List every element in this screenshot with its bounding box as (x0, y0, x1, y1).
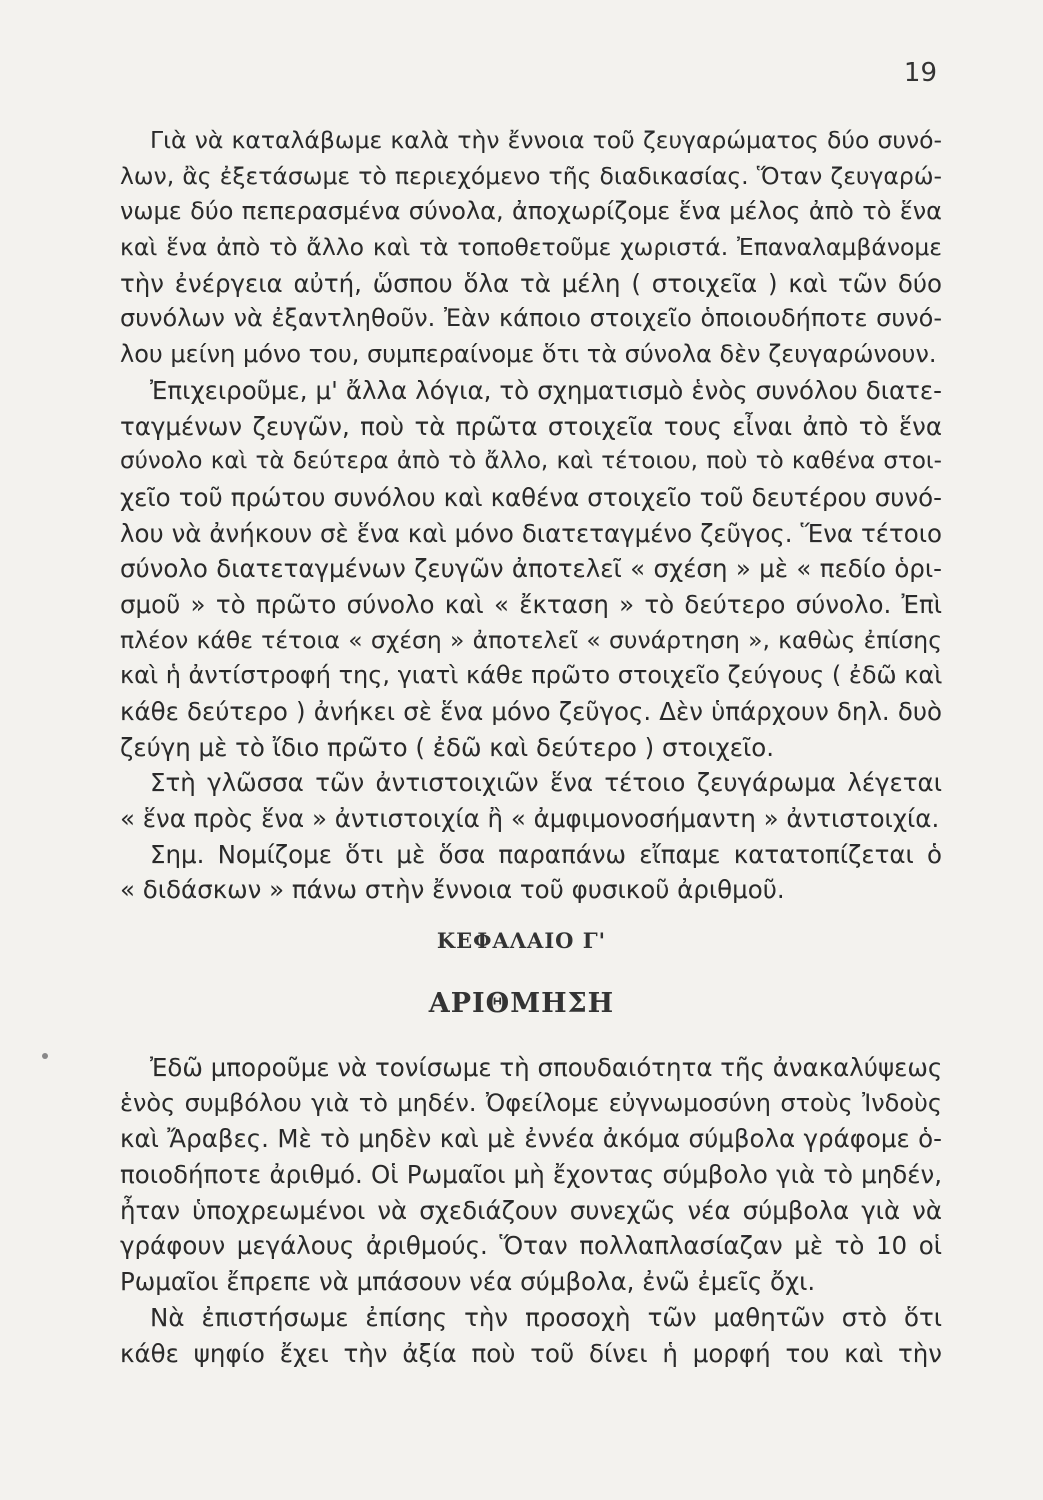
text-line: λων, ἂς ἐξετάσωμε τὸ περιεχόμενο τῆς διαδικασίας. Ὅταν ζευγαρώ- (120, 161, 942, 190)
body-text-section-2 (120, 1050, 942, 1371)
chapter-label: ΚΕΦΑΛΑΙΟ Γ' (436, 928, 607, 953)
text-line: κάθε ψηφίο ἔχει τὴν ἀξία ποὺ τοῦ δίνει ἡ μορφή του καὶ τὴν (120, 1338, 942, 1368)
body-text-section-1 (120, 123, 942, 908)
text-line: νωμε δύο πεπερασμένα σύνολα, ἀποχωρίζομε ἕνα μέλος ἀπὸ τὸ ἕνα (120, 197, 942, 226)
text-line: ἑνὸς συμβόλου γιὰ τὸ μηδέν. Ὀφείλομε εὐγνωμοσύνη στοὺς Ἰνδοὺς (120, 1088, 942, 1117)
text-line: πλέον κάθε τέτοια « σχέση » ἀποτελεῖ « συνάρτηση », καθὼς ἐπίσης (120, 625, 942, 654)
text-line: κάθε δεύτερο ) ἀνήκει σὲ ἕνα μόνο ζεῦγος. Δὲν ὑπάρχουν δηλ. δυὸ (120, 697, 942, 726)
text-line: ἦταν ὑποχρεωμένοι νὰ σχεδιάζουν συνεχῶς νέα σύμβολα γιὰ νὰ (120, 1195, 942, 1225)
text-line: τὴν ἐνέργεια αὐτή, ὥσπου ὅλα τὰ μέλη ( στοιχεῖα ) καὶ τῶν δύο (120, 268, 942, 298)
text-line: συνόλων νὰ ἐξαντληθοῦν. Ἐὰν κάποιο στοιχεῖο ὁποιουδήποτε συνό- (120, 304, 942, 333)
text-line: καὶ Ἄραβες. Μὲ τὸ μηδὲν καὶ μὲ ἐννέα ἀκόμα σύμβολα γράφομε ὁ- (120, 1124, 942, 1154)
text-line: Γιὰ νὰ καταλάβωμε καλὰ τὴν ἔννοια τοῦ ζευγαρώματος δύο συνό- (150, 126, 942, 154)
text-line: σύνολο καὶ τὰ δεύτερα ἀπὸ τὸ ἄλλο, καὶ τέτοιου, ποὺ τὸ καθένα στοι- (120, 448, 942, 475)
text-line: Σημ. Νομίζομε ὅτι μὲ ὅσα παραπάνω εἴπαμε κατατοπίζεται ὁ (150, 839, 942, 869)
text-line: σμοῦ » τὸ πρῶτο σύνολο καὶ « ἔκταση » τὸ δεύτερο σύνολο. Ἐπὶ (120, 589, 942, 619)
text-line: Νὰ ἐπιστήσωμε ἐπίσης τὴν προσοχὴ τῶν μαθητῶν στὸ ὅτι (150, 1302, 942, 1332)
text-line: Ἐπιχειροῦμε, μ' ἄλλα λόγια, τὸ σχηματισμὸ ἑνὸς συνόλου διατε- (150, 375, 942, 405)
text-line: καὶ ἡ ἀντίστροφή της, γιατὶ κάθε πρῶτο στοιχεῖο ζεύγους ( ἐδῶ καὶ (120, 661, 943, 690)
text-line: Ρωμαῖοι ἔπρεπε νὰ μπάσουν νέα σύμβολα, ἐνῶ ἐμεῖς ὄχι. (120, 1267, 816, 1297)
text-line: χεῖο τοῦ πρώτου συνόλου καὶ καθένα στοιχεῖο τοῦ δευτέρου συνό- (120, 482, 942, 512)
text-line: Στὴ γλῶσσα τῶν ἀντιστοιχιῶν ἕνα τέτοιο ζευγάρωμα λέγεται (150, 768, 942, 798)
text-line: Ἐδῶ μποροῦμε νὰ τονίσωμε τὴ σπουδαιότητα τῆς ἀνακαλύψεως (150, 1053, 943, 1082)
chapter-title: ΑΡΙΘΜΗΣΗ (428, 988, 615, 1019)
text-line: ποιοδήποτε ἀριθμό. Οἱ Ρωμαῖοι μὴ ἔχοντας σύμβολο γιὰ τὸ μηδέν, (120, 1160, 942, 1190)
text-line: λου μείνη μόνο του, συμπεραίνομε ὅτι τὰ σύνολα δὲν ζευγαρώνουν. (120, 340, 937, 369)
text-line: σύνολο διατεταγμένων ζευγῶν ἀποτελεῖ « σχέση » μὲ « πεδίο ὁρι- (120, 554, 942, 584)
page-number: 19 (903, 58, 937, 88)
text-line: « ἕνα πρὸς ἕνα » ἀντιστοιχία ἢ « ἀμφιμονοσήμαντη » ἀντιστοιχία. (120, 804, 940, 834)
text-line: « διδάσκων » πάνω στὴν ἔννοια τοῦ φυσικοῦ ἀριθμοῦ. (120, 875, 785, 905)
text-line: λου νὰ ἀνήκουν σὲ ἕνα καὶ μόνο διατεταγμένο ζεῦγος. Ἕνα τέτοιο (120, 518, 942, 548)
text-line: ταγμένων ζευγῶν, ποὺ τὰ πρῶτα στοιχεῖα τους εἶναι ἀπὸ τὸ ἕνα (120, 411, 942, 441)
text-line: ζεύγη μὲ τὸ ἴδιο πρῶτο ( ἐδῶ καὶ δεύτερο ) στοιχεῖο. (120, 732, 775, 762)
text-line: γράφουν μεγάλους ἀριθμούς. Ὅταν πολλαπλασίαζαν μὲ τὸ 10 οἱ (120, 1231, 942, 1261)
margin-dot-mark (42, 1053, 48, 1059)
text-line: καὶ ἕνα ἀπὸ τὸ ἄλλο καὶ τὰ τοποθετοῦμε χωριστά. Ἐπαναλαμβάνομε (120, 233, 942, 262)
